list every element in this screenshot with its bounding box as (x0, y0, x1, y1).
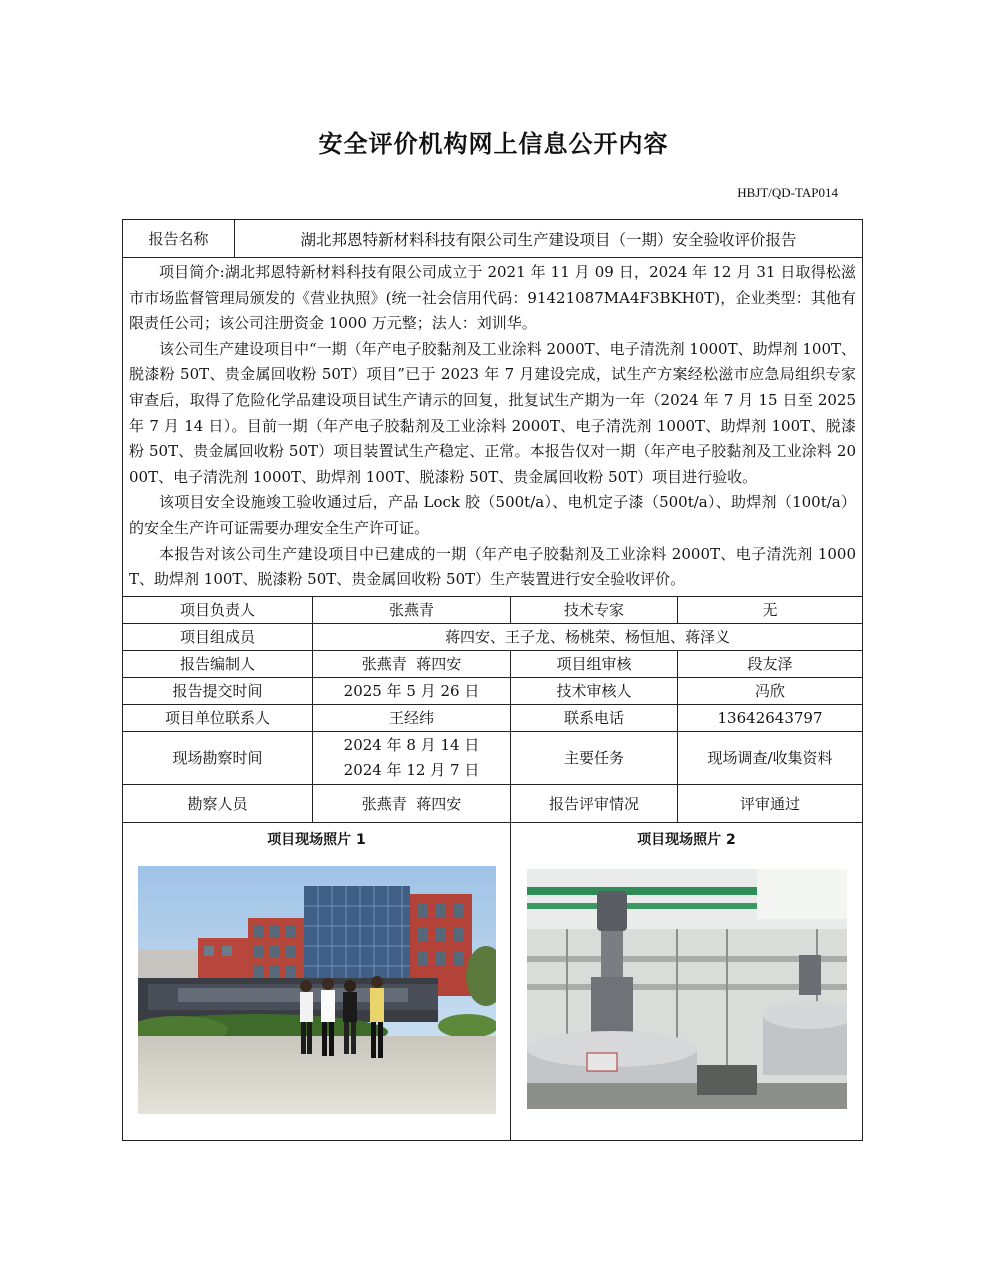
tech-reviewer-label: 技术审核人 (511, 677, 678, 704)
intro-paragraph: 本报告对该公司生产建设项目中已建成的一期（年产电子胶黏剂及工业涂料 2000T、电子清洗剂 1000T、助焊剂 100T、脱漆粉 50T、贵金属回收粉 50T）生产装置进行安全验收评价。 (129, 544, 857, 589)
audit-value: 评审通过 (678, 784, 863, 822)
review-label: 项目组审核 (511, 650, 678, 677)
photo-cell-1 (123, 822, 511, 1140)
audit-label: 报告评审情况 (511, 784, 678, 822)
leader-label: 项目负责人 (123, 596, 313, 623)
survey-time-label: 现场勘察时间 (123, 731, 313, 784)
photo-cell-2 (511, 822, 863, 1140)
photo-2-title: 项目现场照片 2 (637, 831, 736, 848)
members-label: 项目组成员 (123, 623, 313, 650)
leader-value: 张燕青 (313, 596, 511, 623)
expert-label: 技术专家 (511, 596, 678, 623)
submit-time-label: 报告提交时间 (123, 677, 313, 704)
surveyors-label: 勘察人员 (123, 784, 313, 822)
site-photo-equipment (527, 869, 847, 1109)
intro-paragraph: 该项目安全设施竣工验收通过后，产品 Lock 胶（500t/a）、电机定子漆（500t/a）、助焊剂（100t/a）的安全生产许可证需要办理安全生产许可证。 (129, 493, 857, 537)
report-name-value: 湖北邦恩特新材料科技有限公司生产建设项目（一期）安全验收评价报告 (235, 220, 863, 258)
info-table (122, 219, 863, 1141)
tech-reviewer-value: 冯欣 (678, 677, 863, 704)
task-value: 现场调查/收集资料 (678, 731, 863, 784)
editor-value: 张燕青 蒋四安 (313, 650, 511, 677)
photo-1-title: 项目现场照片 1 (267, 831, 366, 848)
editor-label: 报告编制人 (123, 650, 313, 677)
document-number: HBJT/QD-TAP014 (737, 185, 838, 200)
members-value: 蒋四安、王子龙、杨桃荣、杨恒旭、蒋泽义 (313, 623, 863, 650)
intro-paragraph: 该公司生产建设项目中“一期（年产电子胶黏剂及工业涂料 2000T、电子清洗剂 1000T、助焊剂 100T、脱漆粉 50T、贵金属回收粉 50T）项目”已于 2023 年 7 月建设完成，试生产方案经松滋市应急局组织专家审查后，取得了危险化学品建设项目试生产请示的回复，批复试生产期为一年（2024 年 7 月 15 日至 2025 年 7 月 14 日）。目前一期（年产电子胶黏剂及工业涂料 2000T、电子清洗剂 1000T、助焊剂 100T、脱漆粉 50T、贵金属回收粉 50T）项目装置试生产稳定、正常。本报告仅对一期（年产电子胶黏剂及工业涂料 2000T、电子清洗剂 1000T、助焊剂 100T、脱漆粉 50T、贵金属回收粉 50T）项目进行验收。 (129, 339, 857, 486)
page-title: 安全评价机构网上信息公开内容 (318, 130, 669, 158)
phone-value: 13642643797 (678, 704, 863, 731)
report-name-label: 报告名称 (123, 220, 235, 258)
site-photo-building (138, 866, 496, 1114)
surveyors-value: 张燕青 蒋四安 (313, 784, 511, 822)
survey-date-1: 2024 年 8 月 14 日 (343, 735, 480, 754)
submit-time-value: 2025 年 5 月 26 日 (313, 677, 511, 704)
expert-value: 无 (678, 596, 863, 623)
phone-label: 联系电话 (511, 704, 678, 731)
contact-value: 王经纬 (313, 704, 511, 731)
survey-date-2: 2024 年 12 月 7 日 (343, 760, 480, 779)
survey-time-value (313, 731, 511, 784)
intro-paragraph: 项目简介:湖北邦恩特新材料科技有限公司成立于 2021 年 11 月 09 日，2024 年 12 月 31 日取得松滋市市场监督管理局颁发的《营业执照》(统一社会信用代码：91421087MA4F3BKH0T)，企业类型：其他有限责任公司；该公司注册资金 1000 万元整；法人：刘训华。 (129, 263, 857, 333)
task-label: 主要任务 (511, 731, 678, 784)
project-intro (123, 258, 863, 597)
contact-label: 项目单位联系人 (123, 704, 313, 731)
review-value: 段友泽 (678, 650, 863, 677)
